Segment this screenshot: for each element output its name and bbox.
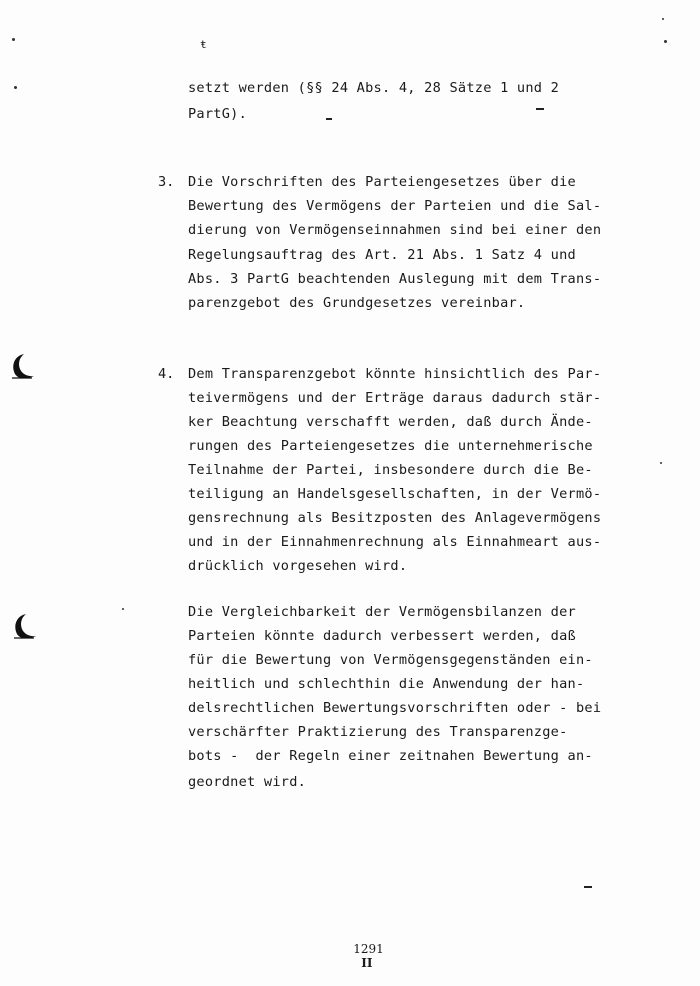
text-line: ker Beachtung verschafft werden, daß durch Ände- [188,414,593,430]
text-line: teivermögens und der Erträge daraus dadurch stär- [188,390,602,406]
text-line: gensrechnung als Besitzposten des Anlagevermögens [188,510,602,526]
scan-speck [664,40,667,43]
text-line: heitlich und schlechthin die Anwendung der han- [188,676,585,692]
text-line: Abs. 3 PartG beachtenden Auslegung mit dem Trans- [188,271,602,287]
scan-dash [326,118,332,120]
text-line: Die Vorschriften des Parteiengesetzes über die [188,174,576,190]
page-number: 1291 [353,942,384,956]
text-line: bots - der Regeln einer zeitnahen Bewertung an- [188,748,593,764]
text-line: Parteien könnte dadurch verbessert werden, daß [188,628,576,644]
scan-speck [662,18,664,20]
text-line: Die Vergleichbarkeit der Vermögensbilanzen der [188,604,576,620]
scan-speck [122,608,124,610]
section-number-4: 4. [158,366,175,382]
page-roman-numeral: II [361,956,373,970]
text-line: drücklich vorgesehen wird. [188,558,408,574]
text-line: dierung von Vermögenseinnahmen sind bei einer den [188,222,602,238]
binder-hole-mark-top [8,352,38,382]
page-footer [338,928,384,984]
text-line: teiligung an Handelsgesellschaften, in der Vermö- [188,486,602,502]
text-line: für die Bewertung von Vermögensgegenständen ein- [188,652,593,668]
section-number-3: 3. [158,174,175,190]
text-line: Regelungsauftrag des Art. 21 Abs. 1 Satz 4 und [188,247,576,263]
scan-speck [660,462,662,464]
text-line: geordnet wird. [188,774,307,790]
binder-hole-mark-bottom [10,612,40,642]
scan-dash [584,886,592,888]
text-line: PartG). [188,106,248,122]
text-line: setzt werden (§§ 24 Abs. 4, 28 Sätze 1 und 2 [188,80,560,96]
text-line: Bewertung des Vermögens der Parteien und die Sal- [188,198,602,214]
scan-dash [536,108,544,110]
text-line: rungen des Parteiengesetzes die unternehmerische [188,438,593,454]
text-line: Teilnahme der Partei, insbesondere durch die Be- [188,462,593,478]
text-line: verschärfter Praktizierung des Transparenzge- [188,724,568,740]
scan-speck [12,38,15,41]
text-line: parenzgebot des Grundgesetzes vereinbar. [188,295,526,311]
scan-speck [14,86,17,89]
text-line: und in der Einnahmenrechnung als Einnahmeart aus- [188,534,602,550]
scan-mark-top: ŧ [200,38,207,51]
text-line: Dem Transparenzgebot könnte hinsichtlich des Par- [188,366,602,382]
text-line: delsrechtlichen Bewertungsvorschriften oder - bei [188,700,602,716]
